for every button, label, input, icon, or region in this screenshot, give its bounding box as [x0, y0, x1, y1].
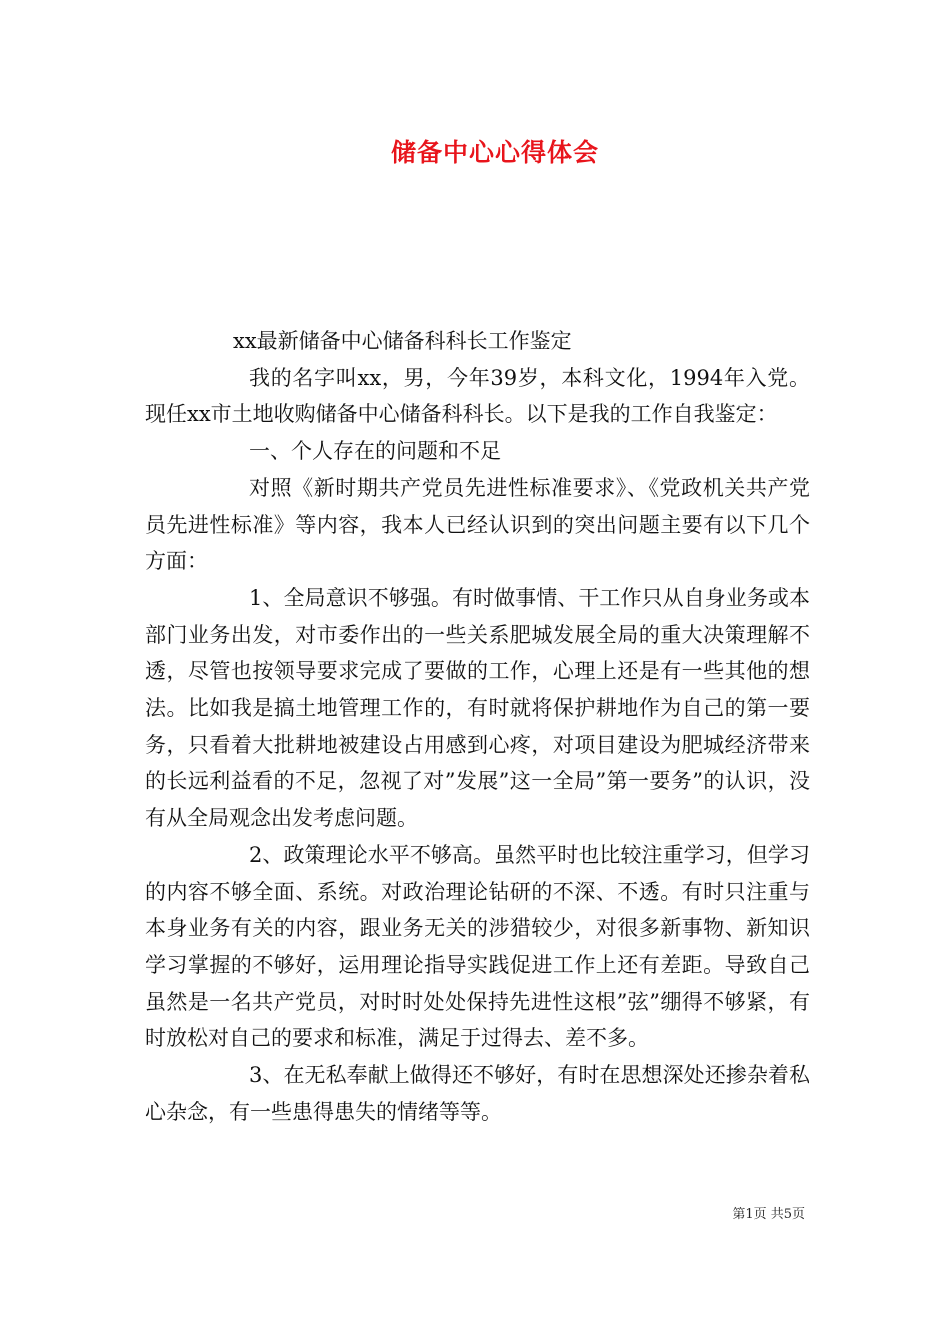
paragraph-standards: 对照《新时期共产党员先进性标准要求》、《党政机关共产党员先进性标准》等内容，我本人已经认识到的突出问题主要有以下几个方面： [145, 475, 810, 574]
document-subtitle: xx最新储备中心储备科科长工作鉴定 [233, 329, 572, 353]
paragraph-point-1: 1、全局意识不够强。有时做事情、干工作只从自身业务或本部门业务出发，对市委作出的一些关系肥城发展全局的重大决策理解不透，尽管也按领导要求完成了要做的工作，心理上还是有一些其他的想法。比如我是搞土地管理工作的，有时就将保护耕地作为自己的第一要务，只看着大批耕地被建设占用感到心疼，对项目建设为肥城经济带来的长远利益看的不足，忽视了对”发展”这一全局”第一要务”的认识，没有从全局观念出发考虑问题。 [145, 585, 810, 831]
paragraph-point-2: 2、政策理论水平不够高。虽然平时也比较注重学习，但学习的内容不够全面、系统。对政治理论钻研的不深、不透。有时只注重与本身业务有关的内容，跟业务无关的涉猎较少，对很多新事物、新知识学习掌握的不够好，运用理论指导实践促进工作上还有差距。导致自己虽然是一名共产党员，对时时处处保持先进性这根”弦”绷得不够紧，有时放松对自己的要求和标准，满足于过得去、差不多。 [145, 842, 810, 1051]
paragraph-point-3: 3、在无私奉献上做得还不够好，有时在思想深处还掺杂着私心杂念，有一些患得患失的情绪等等。 [145, 1063, 810, 1124]
paragraph-intro: 我的名字叫xx，男，今年39岁，本科文化，1994年入党。现任xx市土地收购储备中心储备科科长。以下是我的工作自我鉴定： [145, 365, 810, 427]
document-body [145, 323, 810, 1130]
document-title: 储备中心心得体会 [390, 138, 599, 167]
page-number: 第1页 共5页 [732, 1207, 805, 1222]
section-heading-problems: 一、个人存在的问题和不足 [249, 439, 501, 464]
